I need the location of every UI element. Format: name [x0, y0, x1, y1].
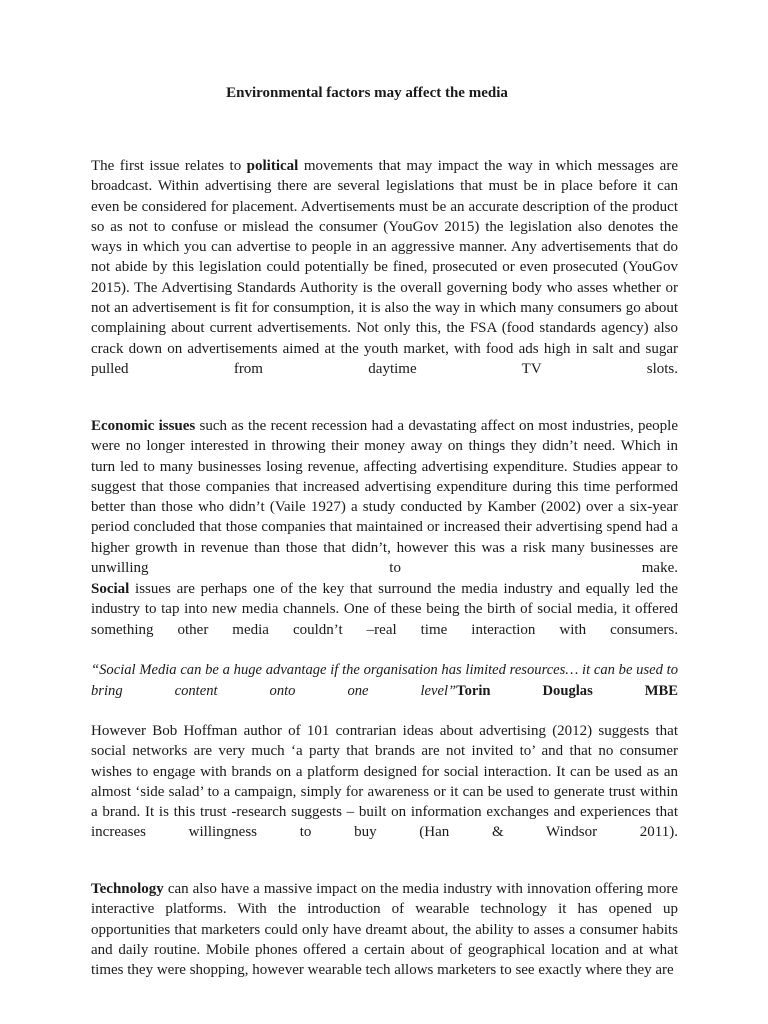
paragraph-economic — [91, 416, 678, 578]
paragraph-political — [91, 156, 678, 379]
paragraph-political-body: movements that may impact the way in which messages are broadcast. Within advertising there are several legislations that must be in place before it can even be considered for placement. Advertisements must be an accurate description of the product so as not to confuse or mislead the consumer (YouGov 2015) the legislation also denotes the ways in which you can advertise to people in an aggressive manner. Any advertisements that do not abide by this legislation could potentially be fined, prosecuted or even prosecuted (YouGov 2015). The Advertising Standards Authority is the overall governing body who asses whether or not an advertisement is fit for consumption, it is also the way in which many consumers go about complaining about current advertisements. Not only this, the FSA (food standards agency) also crack down on advertisements aimed at the youth market, with food ads high in salt and sugar pulled from daytime TV slots. — [91, 158, 678, 377]
document-title: Environmental factors may affect the media — [226, 85, 508, 101]
quote-author: Torin Douglas MBE — [456, 683, 678, 699]
keyword-social: Social — [91, 581, 130, 597]
paragraph-technology — [91, 879, 678, 980]
quote-text: “Social Media can be a huge advantage if the organisation has limited resources… it can be used to bring content onto one level” — [91, 662, 678, 699]
keyword-political: political — [246, 158, 299, 174]
paragraph-hoffman-body: However Bob Hoffman author of 101 contrarian ideas about advertising (2012) suggests that social networks are very much ‘a party that brands are not invited to’ and that no consumer wishes to engage with brands on a platform designed for social interaction. It can be used as an almost ‘side salad’ to a campaign, simply for awareness or it can be used to generate trust within a brand. It is this trust -research suggests – built on information exchanges and experiences that increases willingness to buy (Han & Windsor 2011). — [91, 723, 678, 841]
paragraph-economic-body: such as the recent recession had a devastating affect on most industries, people were no longer interested in throwing their money away on things they didn’t need. Which in turn led to many businesses losing revenue, affecting advertising expenditure. Studies appear to suggest that those companies that increased advertising expenditure during this time performed better than those who didn’t (Vaile 1927) a study conducted by Kamber (2002) over a six-year period concluded that those companies that maintained or increased their advertising spend had a higher growth in revenue than those that didn’t, however this was a risk many businesses are unwilling to make. — [91, 418, 678, 577]
paragraph-social-body: issues are perhaps one of the key that surround the media industry and equally led the industry to tap into new media channels. One of these being the birth of social media, it offered something other media couldn’t –real time interaction with consumers. — [91, 581, 678, 638]
keyword-economic: Economic issues — [91, 418, 196, 434]
paragraph-hoffman — [91, 721, 678, 843]
quote-block — [91, 660, 678, 702]
paragraph-social — [91, 579, 678, 640]
paragraph-political-lead: The first issue relates to — [91, 158, 247, 174]
paragraph-technology-body: can also have a massive impact on the media industry with innovation offering more interactive platforms. With the introduction of wearable technology it has opened up opportunities that marketers could only have dreamt about, the ability to asses a consumer habits and daily routine. Mobile phones offered a certain about of geographical location and at what times they were shopping, however wearable tech allows marketers to see exactly where they are — [91, 881, 678, 979]
keyword-technology: Technology — [91, 881, 164, 897]
